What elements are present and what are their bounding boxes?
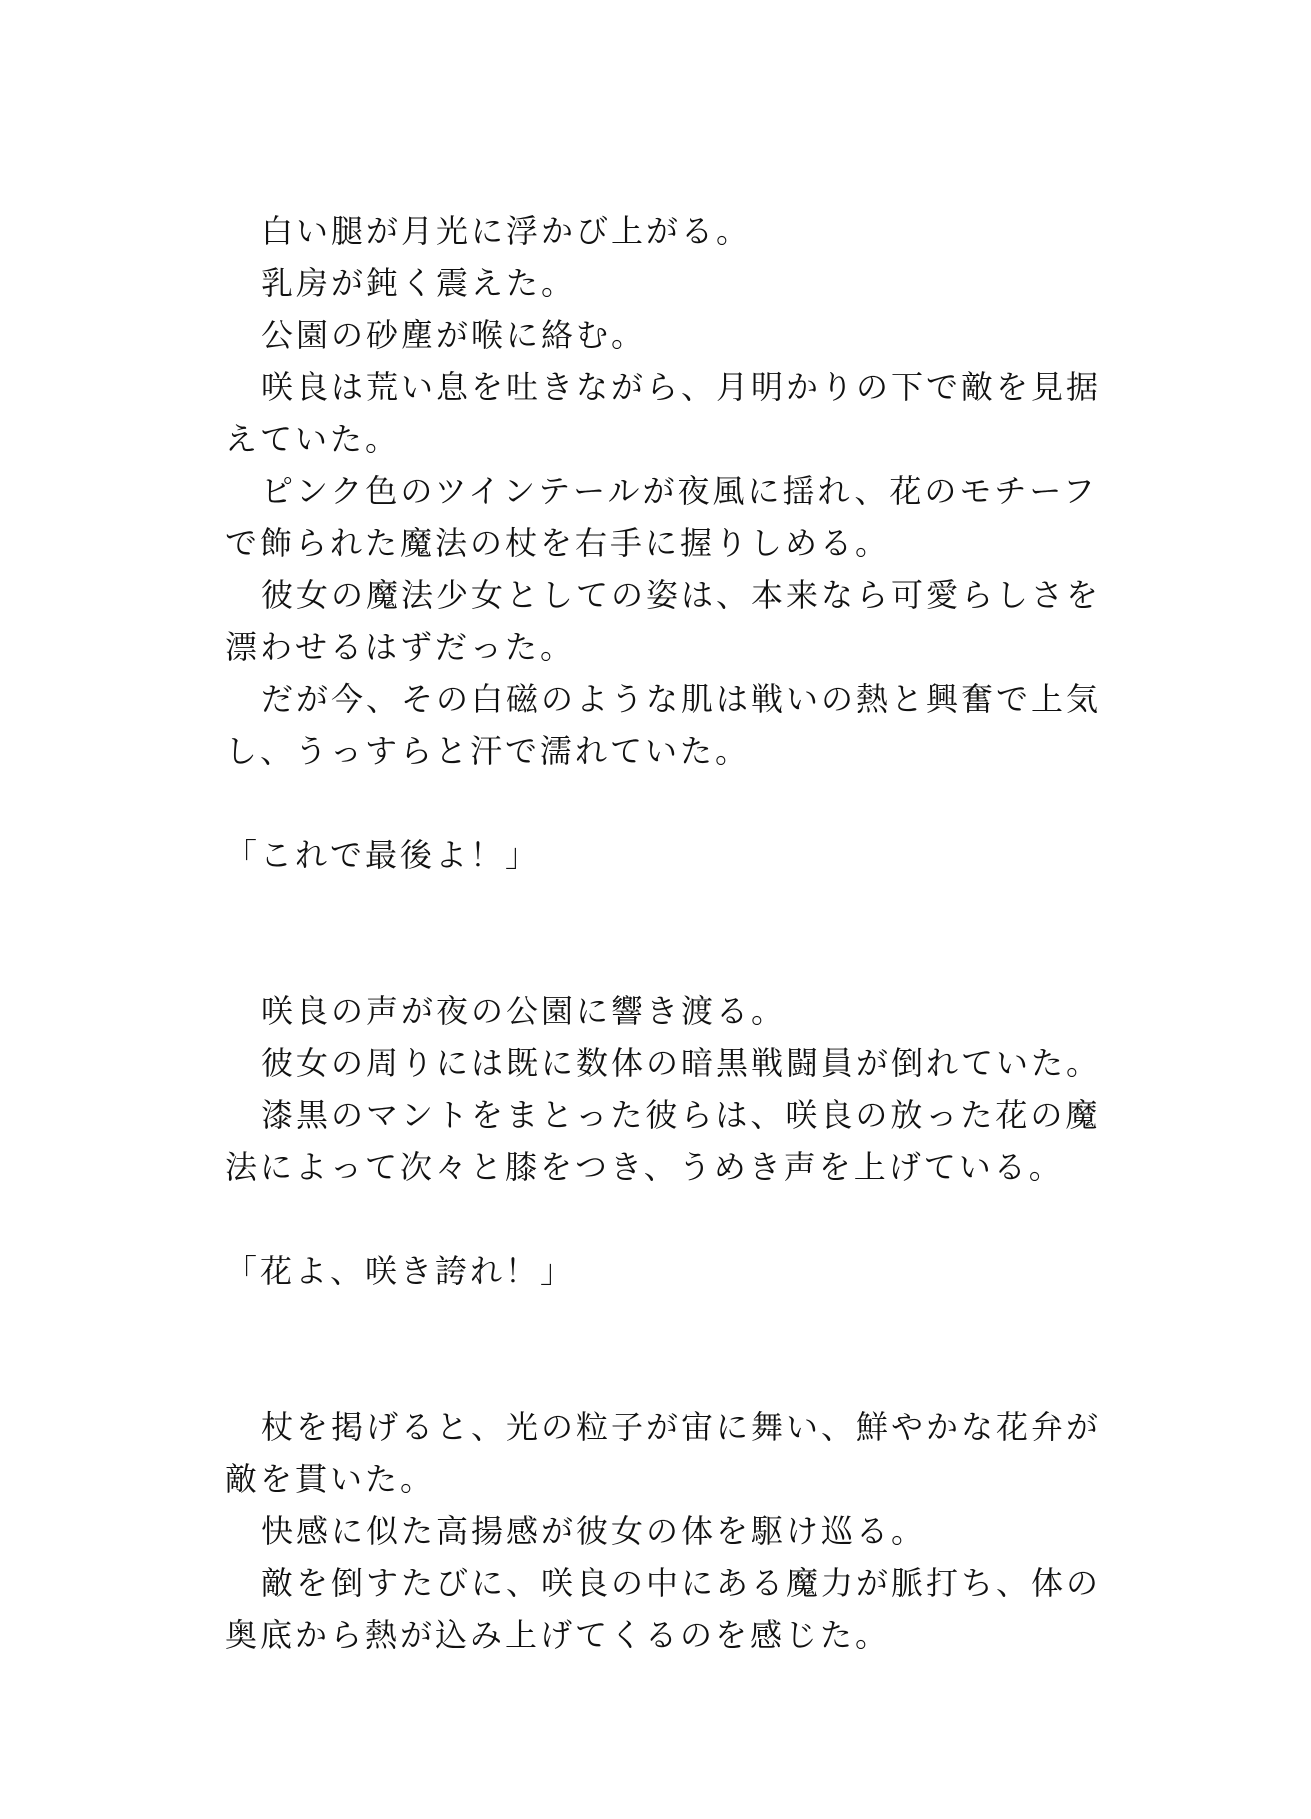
text-line: で飾られた魔法の杖を右手に握りしめる。: [225, 524, 891, 562]
text-line: 白い腿が月光に浮かび上がる。: [261, 212, 752, 250]
blank-line: [225, 881, 1105, 933]
body-text: [225, 205, 1105, 1661]
text-line: だが今、その白磁のような肌は戦いの熱と興奮で上気: [261, 680, 1102, 718]
text-line: ピンク色のツインテールが夜風に揺れ、花のモチーフ: [261, 472, 1098, 510]
paragraph: [225, 257, 1105, 309]
paragraph: [225, 673, 1105, 777]
text-line: 彼女の魔法少女としての姿は、本来なら可愛らしさを: [261, 576, 1102, 614]
paragraph: [225, 205, 1105, 257]
text-line: 公園の砂塵が喉に絡む。: [261, 316, 647, 354]
text-line: し、うっすらと汗で濡れていた。: [225, 732, 751, 770]
text-line: 乳房が鈍く震えた。: [261, 264, 577, 302]
text-line: 彼女の周りには既に数体の暗黒戦闘員が倒れていた。: [261, 1044, 1102, 1082]
dialogue-line: [225, 829, 1105, 881]
blank-line: [225, 1297, 1105, 1349]
text-line: 快感に似た高揚感が彼女の体を駆け巡る。: [261, 1512, 927, 1550]
text-line: 漆黒のマントをまとった彼らは、咲良の放った花の魔: [261, 1096, 1101, 1134]
paragraph: [225, 1557, 1105, 1661]
text-line: えていた。: [225, 420, 401, 458]
paragraph: [225, 361, 1105, 465]
paragraph: [225, 569, 1105, 673]
text-line: 敵を倒すたびに、咲良の中にある魔力が脈打ち、体の: [261, 1564, 1102, 1602]
text-line: 「これで最後よ！」: [225, 836, 541, 874]
blank-line: [225, 1349, 1105, 1401]
paragraph: [225, 1037, 1105, 1089]
dialogue-line: [225, 1245, 1105, 1297]
blank-line: [225, 933, 1105, 985]
paragraph: [225, 1089, 1105, 1193]
paragraph: [225, 309, 1105, 361]
text-line: 敵を貫いた。: [225, 1460, 436, 1498]
text-line: 咲良の声が夜の公園に響き渡る。: [261, 992, 787, 1030]
paragraph: [225, 985, 1105, 1037]
text-line: 「花よ、咲き誇れ！」: [225, 1252, 576, 1290]
paragraph: [225, 1401, 1105, 1505]
text-line: 奥底から熱が込み上げてくるのを感じた。: [225, 1616, 891, 1654]
text-line: 漂わせるはずだった。: [225, 628, 576, 666]
blank-line: [225, 1193, 1105, 1245]
blank-line: [225, 777, 1105, 829]
paragraph: [225, 465, 1105, 569]
text-line: 法によって次々と膝をつき、うめき声を上げている。: [225, 1148, 1064, 1186]
text-line: 杖を掲げると、光の粒子が宙に舞い、鮮やかな花弁が: [261, 1408, 1102, 1446]
paragraph: [225, 1505, 1105, 1557]
text-line: 咲良は荒い息を吐きながら、月明かりの下で敵を見据: [261, 368, 1102, 406]
